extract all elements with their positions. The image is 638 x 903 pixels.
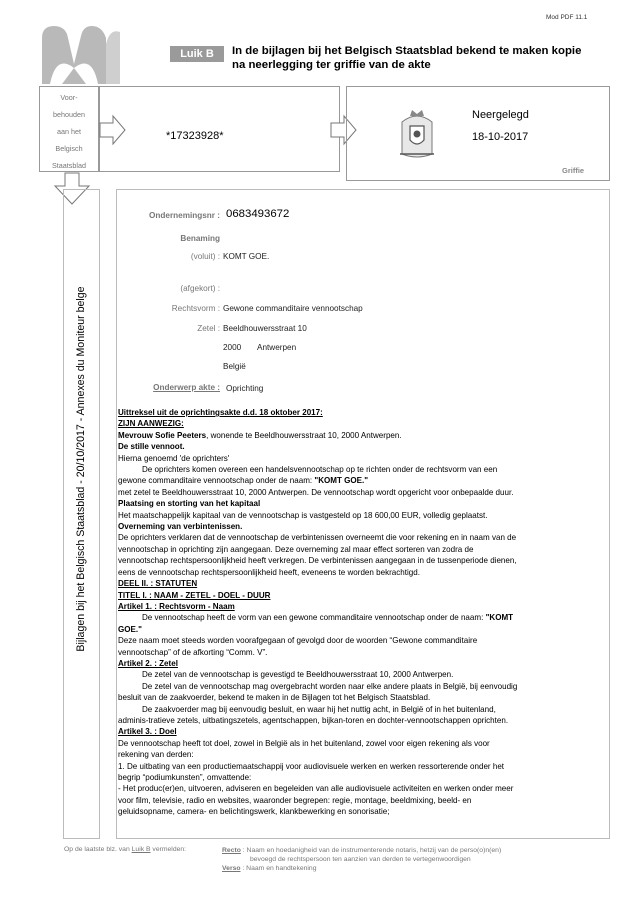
footer-instruction: [64, 846, 186, 853]
afgekort-label: (afgekort) :: [180, 284, 220, 293]
body-line: De oprichters komen overeen een handelsvennootschap op te richten onder de rechtsvorm van een: [142, 465, 498, 475]
recto-text-2: bevoegd de rechtspersoon ten aanzien van derden te vertegenwoordigen: [250, 856, 471, 863]
voorbehouden-line: aan het: [57, 127, 81, 136]
rechtsvorm-value: Gewone commanditaire vennootschap: [223, 304, 363, 313]
body-line: DEEL II. : STATUTEN: [118, 579, 198, 589]
title-line-2: na neerlegging ter griffie van de akte: [232, 59, 431, 71]
body-line: vennootschap rechtspersoonlijkheid heeft verkregen. De verbintenissen aangegaan in de tussenperiode dienen,: [118, 556, 517, 566]
voorbehouden-line: Voor-: [60, 93, 78, 102]
body-line: [118, 612, 590, 623]
body-text: gewone commanditaire vennootschap onder de naam:: [118, 476, 315, 486]
stamp-status: Neergelegd: [472, 109, 529, 121]
body-line: De zetel van de vennootschap is gevestigd te Beeldhouwersstraat 10, 2000 Antwerpen.: [142, 670, 454, 680]
voluit-label: (voluit) :: [190, 252, 220, 261]
reference-number: *17323928*: [166, 130, 224, 142]
recto-label: Recto: [222, 847, 241, 854]
body-line: Overneming van verbintenissen.: [118, 522, 243, 532]
mod-pdf-label: Mod PDF 11.1: [546, 14, 588, 21]
stamp-date: 18-10-2017: [472, 131, 529, 143]
side-publication-label: Bijlagen bij het Belgisch Staatsblad - 20/10/2017 - Annexes du Moniteur belge: [75, 286, 87, 652]
belgian-coat-of-arms-icon: [394, 108, 440, 160]
footer-text: vermelden:: [150, 846, 187, 853]
ondernemingsnr-label: Ondernemingsnr :: [149, 211, 220, 220]
luik-badge: Luik B: [170, 46, 224, 62]
body-text: De vennootschap heeft de vorm van een gewone commanditaire vennootschap onder de naam:: [142, 613, 486, 623]
body-line: Artikel 1. : Rechtsvorm - Naam: [118, 601, 235, 611]
body-line: [118, 430, 590, 441]
body-line: adminis-tratieve zetels, uitbatingszetels, agentschappen, bijkan-toren en dochter-vennootschappen oprichten.: [118, 715, 509, 725]
body-line: De zaakvoerder mag bij eenvoudig besluit, en waar hij het nuttig acht, in België of in het buitenland,: [142, 704, 496, 714]
body-line: begrip “podiumkunsten”, omvattende:: [118, 773, 252, 782]
body-line: ZIJN AANWEZIG:: [118, 419, 184, 429]
body-line: met zetel te Beeldhouwersstraat 10, 2000 Antwerpen. De vennootschap wordt opgericht voor onbepaalde duur.: [118, 487, 514, 497]
body-line: eens de vennootschap rechtspersoonlijkheid heeft, eveneens te worden bekrachtigd.: [118, 567, 420, 577]
voorbehouden-line: Belgisch: [55, 144, 83, 153]
footer-recto-line: [222, 846, 612, 855]
body-line: TITEL I. : NAAM - ZETEL - DOEL - DUUR: [118, 590, 271, 600]
body-line: vennootschap in oprichting zijn aangegaan. Deze overneming zal maar effect sorteren van zodra de: [118, 544, 474, 554]
verso-text: : Naam en handtekening: [242, 865, 317, 872]
body-line: Uittreksel uit de oprichtingsakte d.d. 18 oktober 2017:: [118, 408, 323, 417]
title-line-1: In de bijlagen bij het Belgisch Staatsblad bekend te maken kopie: [232, 45, 582, 57]
onderwerp-value: Oprichting: [226, 384, 264, 393]
body-line: De oprichters verklaren dat de vennootschap de verbintenissen overneemt die voor rekening en in naam van de: [118, 533, 517, 543]
body-line: De vennootschap heeft tot doel, zowel in België als in het buitenland, zowel voor eigen rekening als voor: [118, 738, 490, 748]
body-line: [118, 475, 590, 486]
recto-text: : Naam en hoedanigheid van de instrumenterende notaris, hetzij van de perso(o)n(en): [242, 847, 502, 854]
body-line: - Het produc(er)en, uitvoeren, adviseren en begeleiden van alle audiovisuele activiteiten en werken onder meer: [118, 784, 514, 794]
body-line: geluidsopname, camera- en belichtingswerk, klankbewerking en sonorisatie;: [118, 807, 390, 817]
body-text: , wonende te Beeldhouwersstraat 10, 2000 Antwerpen.: [206, 430, 402, 440]
reference-box: [99, 86, 340, 172]
body-line: Artikel 2. : Zetel: [118, 658, 178, 668]
founder-name: Mevrouw Sofie Peeters: [118, 430, 207, 440]
body-line: GOE.": [118, 624, 142, 634]
footer-luik-link: Luik B: [131, 846, 151, 853]
footer-verso-line: [222, 864, 612, 873]
body-line: vennootschap” of de afkorting “Comm. V”.: [118, 647, 268, 657]
body-line: De zetel van de vennootschap mag overgebracht worden naar elke andere plaats in België, bij eenvoudig: [142, 681, 518, 691]
company-name: "KOMT: [485, 613, 514, 623]
body-line: voor film, televisie, radio en websites, waaronder begrepen: regie, montage, beeldmixing, beeld- en: [118, 795, 472, 805]
deed-extract: [118, 407, 590, 818]
right-arrow-icon: [99, 114, 127, 146]
body-line: De stille vennoot.: [118, 442, 185, 452]
zetel-city: Antwerpen: [257, 343, 297, 352]
footer-text: Op de laatste blz. van: [64, 846, 132, 853]
onderwerp-label: Onderwerp akte :: [153, 383, 220, 392]
benaming-label: Benaming: [180, 234, 220, 243]
body-line: besluit van de zaakvoerder, bekend te maken in de Bijlagen tot het Belgisch Staatsblad.: [118, 693, 431, 703]
body-line: Het maatschappelijk kapitaal van de vennootschap is vastgesteld op 18 600,00 EUR, volledig geplaatst.: [118, 510, 488, 520]
zetel-street: Beeldhouwersstraat 10: [223, 324, 307, 333]
body-line: Hierna genoemd 'de oprichters': [118, 453, 230, 463]
company-name: "KOMT GOE.": [314, 476, 369, 486]
moniteur-logo-icon: [40, 24, 122, 86]
voluit-value: KOMT GOE.: [223, 252, 270, 261]
zetel-postcode: 2000: [223, 343, 242, 352]
rechtsvorm-label: Rechtsvorm :: [171, 304, 220, 313]
body-line: rekening van derden:: [118, 750, 194, 760]
body-line: Deze naam moet steeds worden voorafgegaan of gevolgd door de woorden “Gewone commanditaire: [118, 636, 478, 646]
verso-label: Verso: [222, 865, 241, 872]
voorbehouden-line: Staatsblad: [52, 161, 86, 170]
griffie-label: Griffie: [562, 166, 585, 175]
zetel-label: Zetel :: [197, 324, 220, 333]
page-title: [232, 44, 612, 72]
footer-recto: [222, 846, 612, 873]
body-line: 1. De uitbating van een productiemaatschappij voor audiovisuele werken en werken ressorterende onder het: [118, 761, 505, 771]
zetel-country: België: [223, 362, 246, 371]
voorbehouden-box: [39, 86, 99, 172]
body-line: Artikel 3. : Doel: [118, 727, 177, 737]
ondernemingsnr-value: 0683493672: [226, 208, 290, 220]
body-line: Plaatsing en storting van het kapitaal: [118, 499, 261, 509]
voorbehouden-line: behouden: [53, 110, 85, 119]
side-publication-text: [73, 246, 89, 692]
